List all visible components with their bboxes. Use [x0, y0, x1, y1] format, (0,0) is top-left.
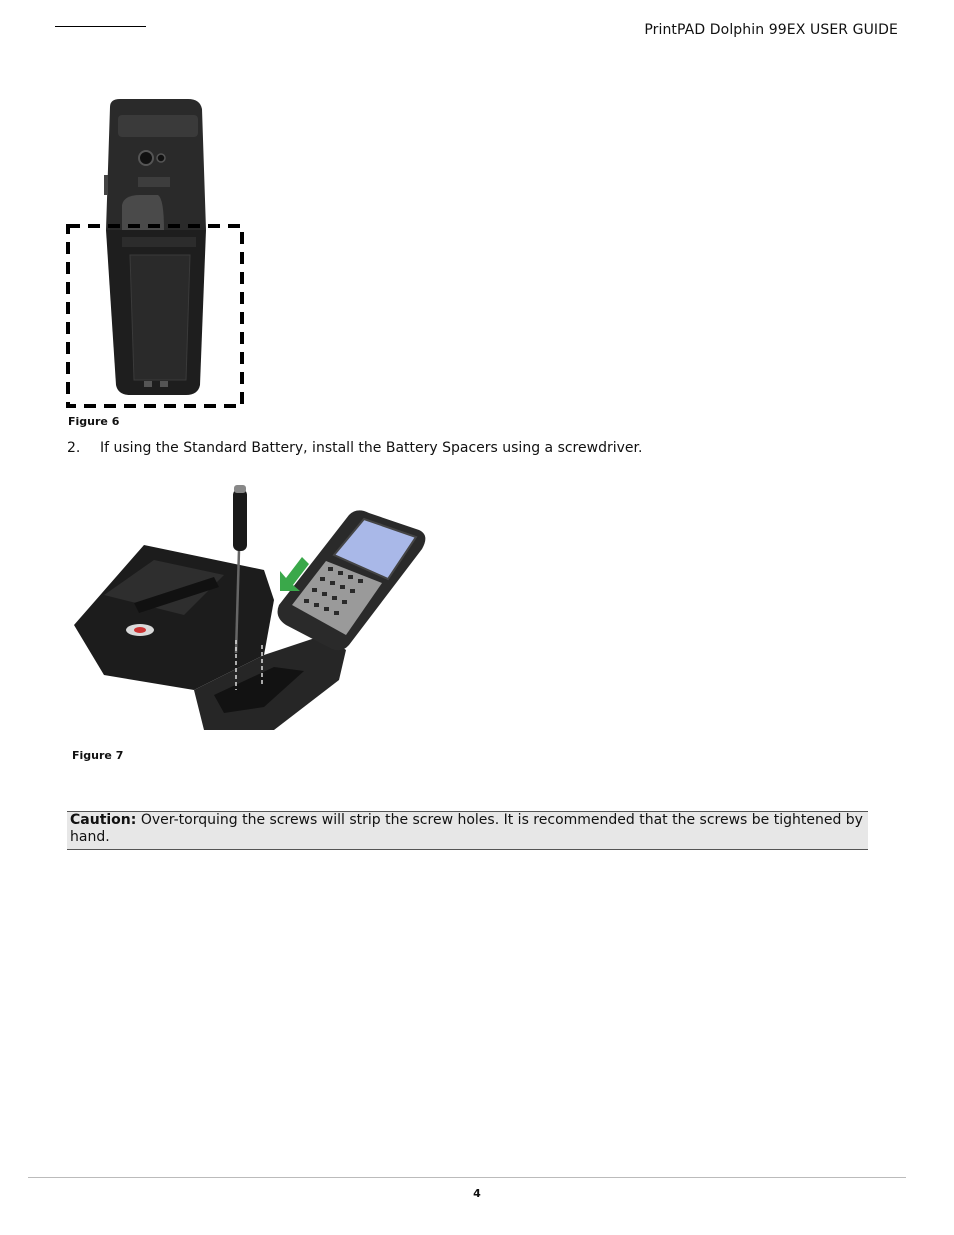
header-rule [55, 26, 146, 27]
figure-7-image [64, 475, 434, 750]
figure-6-caption: Figure 6 [68, 415, 120, 428]
step-number: 2. [67, 440, 81, 456]
step-text: If using the Standard Battery, install the Battery Spacers using a screwdriver. [100, 440, 643, 456]
caution-label: Caution: [70, 812, 137, 828]
caution-box [67, 811, 868, 850]
caution-text: Over-torquing the screws will strip the screw holes. It is recommended that the screws be tightened by hand. [70, 812, 863, 845]
running-header: PrintPAD Dolphin 99EX USER GUIDE [644, 22, 898, 38]
figure-7-caption: Figure 7 [72, 749, 124, 762]
page-number: 4 [473, 1187, 481, 1200]
footer-rule [28, 1177, 906, 1178]
figure-6-image [60, 95, 250, 415]
step-2 [67, 440, 642, 456]
